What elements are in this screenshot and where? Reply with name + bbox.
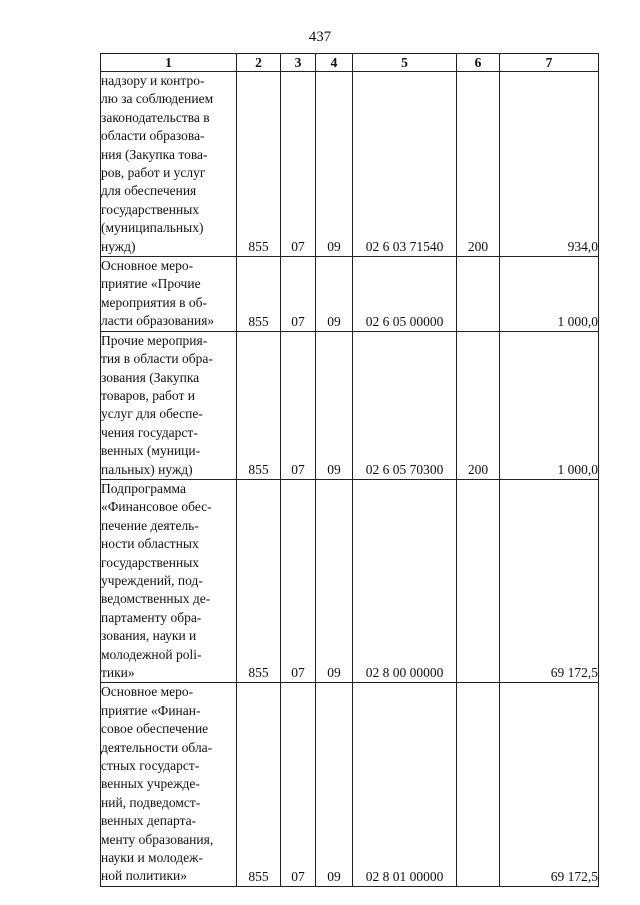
row-amount: 934,0 [500,72,599,257]
row-expense-type: 200 [457,72,500,257]
table-row [101,683,599,886]
row-expense-type: 200 [457,331,500,479]
row-subsection: 09 [316,683,353,886]
row-amount: 1 000,0 [500,331,599,479]
row-subsection: 09 [316,479,353,682]
row-ministry-code: 855 [237,257,281,332]
row-ministry-code: 855 [237,331,281,479]
row-amount: 69 172,5 [500,479,599,682]
row-target-article: 02 8 00 00000 [353,479,457,682]
row-name: Подпрограмма «Финансовое обес- печение деятель- ности областных государственных учреждений, под- ведомственных де- партаменту обра- зования, науки и молодежной poli- тики» [101,479,237,682]
header-col-3: 3 [281,54,316,72]
header-col-6: 6 [457,54,500,72]
header-col-2: 2 [237,54,281,72]
row-target-article: 02 6 05 00000 [353,257,457,332]
row-expense-type [457,683,500,886]
table-header-row [101,54,599,72]
row-section: 07 [281,683,316,886]
row-name: надзору и контро- лю за соблюдением законодательства в области образова- ния (Закупка това- ров, работ и услуг для обеспечения государственных (муниципальных) нужд) [101,72,237,257]
table-row [101,479,599,682]
header-col-7: 7 [500,54,599,72]
page-number: 437 [308,29,332,45]
row-amount: 1 000,0 [500,257,599,332]
row-subsection: 09 [316,331,353,479]
row-target-article: 02 8 01 00000 [353,683,457,886]
row-section: 07 [281,72,316,257]
row-target-article: 02 6 05 70300 [353,331,457,479]
header-col-5: 5 [353,54,457,72]
row-expense-type [457,257,500,332]
row-section: 07 [281,479,316,682]
table-row [101,72,599,257]
row-section: 07 [281,257,316,332]
row-ministry-code: 855 [237,683,281,886]
header-col-1: 1 [101,54,237,72]
row-ministry-code: 855 [237,72,281,257]
table-row [101,257,599,332]
header-col-4: 4 [316,54,353,72]
row-name: Основное меро- приятие «Финан- совое обеспечение деятельности обла- стных государст- венных учрежде- ний, подведомст- венных департа- менту образования, науки и молодеж- ной политики» [101,683,237,886]
row-subsection: 09 [316,257,353,332]
row-name: Прочие мероприя- тия в области обра- зования (Закупка товаров, работ и услуг для обеспе- чения государст- венных (муници- пальных) нужд) [101,331,237,479]
row-subsection: 09 [316,72,353,257]
table-row [101,331,599,479]
row-name: Основное меро- приятие «Прочие мероприятия в об- ласти образования» [101,257,237,332]
row-section: 07 [281,331,316,479]
row-expense-type [457,479,500,682]
row-amount: 69 172,5 [500,683,599,886]
budget-table [100,53,599,887]
row-ministry-code: 855 [237,479,281,682]
row-target-article: 02 6 03 71540 [353,72,457,257]
